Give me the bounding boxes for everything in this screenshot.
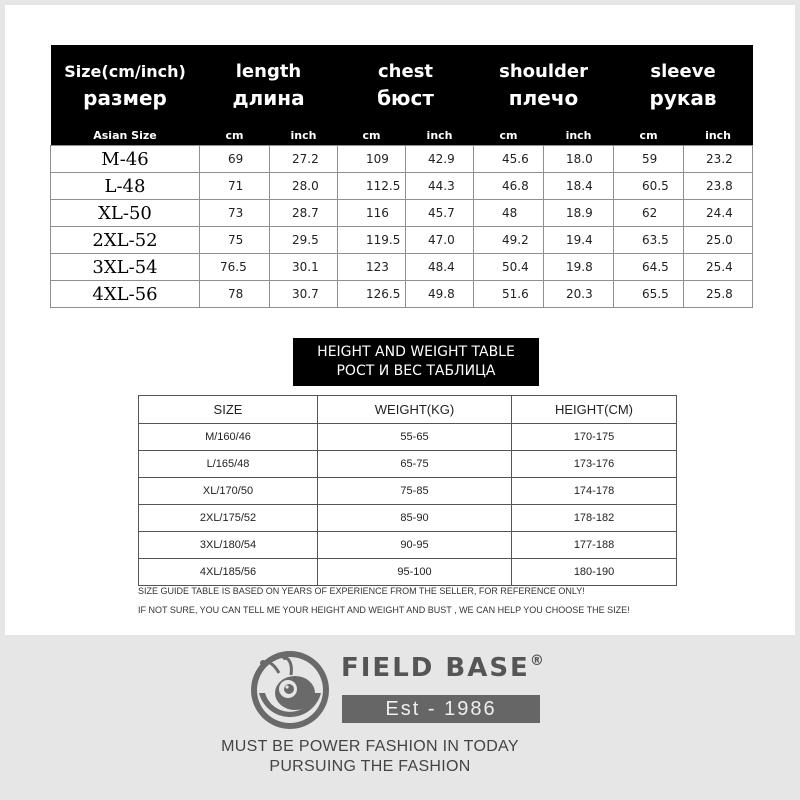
size-chart-subheader-row — [51, 125, 753, 146]
subheader-cell: inch — [684, 125, 753, 146]
subheader-cell: cm — [474, 125, 544, 146]
table-row — [139, 451, 677, 478]
height-weight-title — [293, 338, 539, 386]
hw-cell: 170-175 — [512, 424, 677, 451]
size-guide-notes — [138, 582, 630, 620]
hw-cell: 55-65 — [318, 424, 512, 451]
value-cell: 60.5 — [614, 173, 684, 200]
value-cell: 63.5 — [614, 227, 684, 254]
value-cell: 25.8 — [684, 281, 753, 308]
hw-header-cell: SIZE — [139, 396, 318, 424]
subheader-cell: Asian Size — [51, 125, 200, 146]
value-cell: 46.8 — [474, 173, 544, 200]
hw-cell: 75-85 — [318, 478, 512, 505]
hw-cell: 3XL/180/54 — [139, 532, 318, 559]
value-cell: 30.1 — [270, 254, 338, 281]
header-shoulder-en: shoulder — [499, 61, 588, 82]
header-length — [200, 45, 338, 125]
table-row — [51, 281, 753, 308]
value-cell: 42.9 — [406, 146, 474, 173]
value-cell: 76.5 — [200, 254, 270, 281]
value-cell: 20.3 — [544, 281, 614, 308]
note-line: IF NOT SURE, YOU CAN TELL ME YOUR HEIGHT AND WEIGHT AND BUST , WE CAN HELP YOU CHOOSE THE SIZE! — [138, 605, 630, 615]
header-size — [51, 45, 200, 125]
subheader-cell: inch — [270, 125, 338, 146]
value-cell: 28.0 — [270, 173, 338, 200]
value-cell: 18.4 — [544, 173, 614, 200]
value-cell: 19.8 — [544, 254, 614, 281]
header-sleeve-en: sleeve — [650, 61, 716, 82]
header-chest-en: chest — [378, 61, 434, 82]
header-sleeve-ru: рукав — [649, 86, 717, 110]
brand-established: Est - 1986 — [342, 695, 540, 723]
value-cell: 73 — [200, 200, 270, 227]
value-cell: 45.7 — [406, 200, 474, 227]
value-cell: 45.6 — [474, 146, 544, 173]
value-cell: 19.4 — [544, 227, 614, 254]
value-cell: 18.0 — [544, 146, 614, 173]
hw-header-row — [139, 396, 677, 424]
size-cell: M-46 — [51, 146, 200, 173]
value-cell: 59 — [614, 146, 684, 173]
size-cell: 4XL-56 — [51, 281, 200, 308]
value-cell: 27.2 — [270, 146, 338, 173]
size-cell: XL-50 — [51, 200, 200, 227]
brand-name-text: FIELD BASE — [341, 653, 530, 683]
hw-cell: 85-90 — [318, 505, 512, 532]
value-cell: 48.4 — [406, 254, 474, 281]
tagline-2: PURSUING THE FASHION — [269, 758, 471, 775]
value-cell: 69 — [200, 146, 270, 173]
note-line: SIZE GUIDE TABLE IS BASED ON YEARS OF EXPERIENCE FROM THE SELLER, FOR REFERENCE ONLY! — [138, 586, 585, 596]
header-length-en: length — [235, 61, 302, 82]
value-cell: 116 — [338, 200, 406, 227]
value-cell: 64.5 — [614, 254, 684, 281]
size-cell: 3XL-54 — [51, 254, 200, 281]
header-sleeve — [614, 45, 753, 125]
subheader-cell: cm — [338, 125, 406, 146]
value-cell: 48 — [474, 200, 544, 227]
value-cell: 23.2 — [684, 146, 753, 173]
table-row — [51, 227, 753, 254]
hw-cell: M/160/46 — [139, 424, 318, 451]
size-chart-header-row — [51, 45, 753, 125]
value-cell: 24.4 — [684, 200, 753, 227]
subheader-cell: cm — [614, 125, 684, 146]
hw-header-cell: WEIGHT(KG) — [318, 396, 512, 424]
table-row — [139, 478, 677, 505]
header-chest — [338, 45, 474, 125]
value-cell: 75 — [200, 227, 270, 254]
value-cell: 18.9 — [544, 200, 614, 227]
value-cell: 78 — [200, 281, 270, 308]
subheader-cell: inch — [406, 125, 474, 146]
size-chart-table — [50, 45, 753, 308]
value-cell: 126.5 — [338, 281, 406, 308]
hw-cell: 173-176 — [512, 451, 677, 478]
header-shoulder-ru: плечо — [508, 86, 579, 110]
value-cell: 119.5 — [338, 227, 406, 254]
tagline-1: MUST BE POWER FASHION IN TODAY — [221, 738, 519, 755]
value-cell: 51.6 — [474, 281, 544, 308]
value-cell: 123 — [338, 254, 406, 281]
size-cell: L-48 — [51, 173, 200, 200]
value-cell: 23.8 — [684, 173, 753, 200]
hw-cell: 177-188 — [512, 532, 677, 559]
table-row — [139, 505, 677, 532]
value-cell: 29.5 — [270, 227, 338, 254]
table-row — [139, 532, 677, 559]
subheader-cell: inch — [544, 125, 614, 146]
registered-mark: ® — [529, 653, 544, 669]
brand-name — [341, 653, 544, 683]
value-cell: 62 — [614, 200, 684, 227]
table-row — [51, 146, 753, 173]
value-cell: 112.5 — [338, 173, 406, 200]
table-row — [51, 200, 753, 227]
hw-cell: 4XL/185/56 — [139, 559, 318, 586]
hw-cell: 180-190 — [512, 559, 677, 586]
value-cell: 65.5 — [614, 281, 684, 308]
subheader-cell: cm — [200, 125, 270, 146]
value-cell: 49.8 — [406, 281, 474, 308]
hw-cell: XL/170/50 — [139, 478, 318, 505]
value-cell: 47.0 — [406, 227, 474, 254]
value-cell: 109 — [338, 146, 406, 173]
hw-cell: 65-75 — [318, 451, 512, 478]
value-cell: 30.7 — [270, 281, 338, 308]
hw-cell: 178-182 — [512, 505, 677, 532]
hw-header-cell: HEIGHT(CM) — [512, 396, 677, 424]
table-row — [139, 424, 677, 451]
header-size-ru: размер — [83, 86, 167, 110]
height-weight-title-ru: РОСТ И ВЕС ТАБЛИЦА — [336, 363, 496, 379]
table-row — [51, 254, 753, 281]
height-weight-table — [138, 395, 677, 586]
header-chest-ru: бюст — [377, 86, 434, 110]
value-cell: 49.2 — [474, 227, 544, 254]
hw-cell: 90-95 — [318, 532, 512, 559]
value-cell: 25.4 — [684, 254, 753, 281]
value-cell: 25.0 — [684, 227, 753, 254]
hw-cell: L/165/48 — [139, 451, 318, 478]
hw-cell: 95-100 — [318, 559, 512, 586]
ant-logo-icon — [249, 649, 331, 731]
header-shoulder — [474, 45, 614, 125]
hw-cell: 174-178 — [512, 478, 677, 505]
table-row — [51, 173, 753, 200]
size-cell: 2XL-52 — [51, 227, 200, 254]
value-cell: 50.4 — [474, 254, 544, 281]
header-length-ru: длина — [232, 86, 305, 110]
height-weight-title-en: HEIGHT AND WEIGHT TABLE — [317, 344, 515, 360]
value-cell: 28.7 — [270, 200, 338, 227]
value-cell: 44.3 — [406, 173, 474, 200]
value-cell: 71 — [200, 173, 270, 200]
header-size-en: Size(cm/inch) — [64, 62, 186, 81]
hw-cell: 2XL/175/52 — [139, 505, 318, 532]
